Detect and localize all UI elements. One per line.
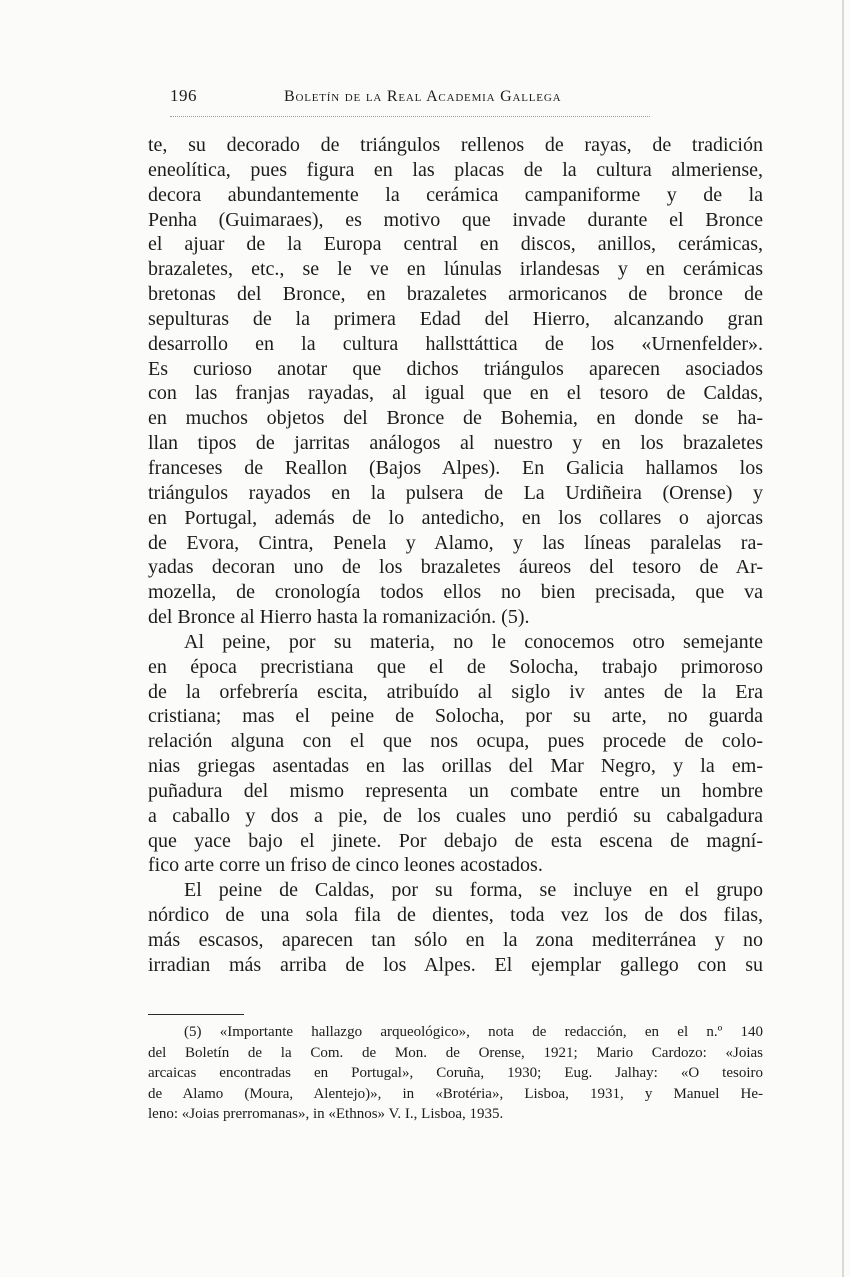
body-line: relación alguna con el que nos ocupa, pues procede de colo-	[148, 730, 763, 753]
body-line: mozella, de cronología todos ellos no bien precisada, que va	[148, 581, 763, 604]
footnote-line: de Alamo (Moura, Alentejo)», in «Brotéria», Lisboa, 1931, y Manuel He-	[148, 1085, 763, 1102]
body-line: en muchos objetos del Bronce de Bohemia, en donde se ha-	[148, 407, 763, 430]
body-line: sepulturas de la primera Edad del Hierro, alcanzando gran	[148, 307, 763, 330]
body-line: decora abundantemente la cerámica campaniforme y de la	[148, 183, 763, 206]
body-line: a caballo y dos a pie, de los cuales uno perdió su cabalgadura	[148, 804, 763, 827]
body-line: cristiana; mas el peine de Solocha, por su arte, no guarda	[148, 705, 763, 728]
paragraph-end-line: del Bronce al Hierro hasta la romanización. (5).	[148, 606, 530, 629]
paragraph-start-line: Al peine, por su materia, no le conocemos otro semejante	[184, 630, 763, 653]
body-line: irradian más arriba de los Alpes. El ejemplar gallego con su	[148, 953, 763, 976]
body-line: con las franjas rayadas, al igual que en el tesoro de Caldas,	[148, 382, 763, 405]
body-line: en Portugal, además de lo antedicho, en los collares o ajorcas	[148, 506, 763, 529]
body-line: franceses de Reallon (Bajos Alpes). En Galicia hallamos los	[148, 456, 763, 479]
body-line: nias griegas asentadas en las orillas del Mar Negro, y la em-	[148, 755, 763, 778]
body-line: Es curioso anotar que dichos triángulos aparecen asociados	[148, 357, 763, 380]
body-line: llan tipos de jarritas análogos al nuestro y en los brazaletes	[148, 432, 763, 455]
body-line: puñadura del mismo representa un combate entre un hombre	[148, 779, 763, 802]
body-line: brazaletes, etc., se le ve en lúnulas irlandesas y en cerámicas	[148, 258, 763, 281]
body-line: de Evora, Cintra, Penela y Alamo, y las líneas paralelas ra-	[148, 531, 763, 554]
footnote-separator	[148, 1014, 244, 1015]
page-header	[170, 86, 670, 116]
body-line: el ajuar de la Europa central en discos, anillos, cerámicas,	[148, 233, 763, 256]
body-line: más escasos, aparecen tan sólo en la zona mediterránea y no	[148, 929, 763, 951]
footnote-line: (5) «Importante hallazgo arqueológico», nota de redacción, en el n.º 140	[184, 1024, 763, 1040]
body-line: eneolítica, pues figura en las placas de la cultura almeriense,	[148, 158, 763, 181]
body-line: en época precristiana que el de Solocha, trabajo primoroso	[148, 655, 763, 678]
body-line: Penha (Guimaraes), es motivo que invade durante el Bronce	[148, 208, 763, 231]
footnote-line: del Boletín de la Com. de Mon. de Orense, 1921; Mario Cardozo: «Joias	[148, 1044, 763, 1061]
page-number: 196	[170, 86, 197, 105]
body-line: de la orfebrería escita, atribuído al siglo iv antes de la Era	[148, 680, 763, 703]
body-line: que yace bajo el jinete. Por debajo de esta escena de magní-	[148, 829, 763, 852]
body-line: te, su decorado de triángulos rellenos de rayas, de tradición	[148, 134, 763, 156]
body-line: yadas decoran uno de los brazaletes áureos del tesoro de Ar-	[148, 556, 763, 579]
body-line: nórdico de una sola fila de dientes, toda vez los de dos filas,	[148, 904, 763, 927]
header-rule	[170, 116, 650, 117]
body-text	[148, 133, 763, 978]
body-line: desarrollo en la cultura hallsttáttica de los «Urnenfelder».	[148, 332, 763, 355]
running-title: Boletín de la Real Academia Gallega	[284, 88, 562, 105]
page-edge-line	[842, 0, 844, 1277]
footnote-line: arcaicas encontradas en Portugal», Coruña, 1930; Eug. Jalhay: «O tesoiro	[148, 1065, 763, 1081]
body-line: bretonas del Bronce, en brazaletes armoricanos de bronce de	[148, 283, 763, 306]
paragraph-end-line: fico arte corre un friso de cinco leones acostados.	[148, 854, 543, 877]
paragraph-start-line: El peine de Caldas, por su forma, se incluye en el grupo	[184, 879, 763, 902]
footnote-line: leno: «Joias prerromanas», in «Ethnos» V. I., Lisboa, 1935.	[148, 1106, 504, 1122]
footnotes	[148, 1022, 763, 1125]
body-line: triángulos rayados en la pulsera de La Urdiñeira (Orense) y	[148, 481, 763, 504]
